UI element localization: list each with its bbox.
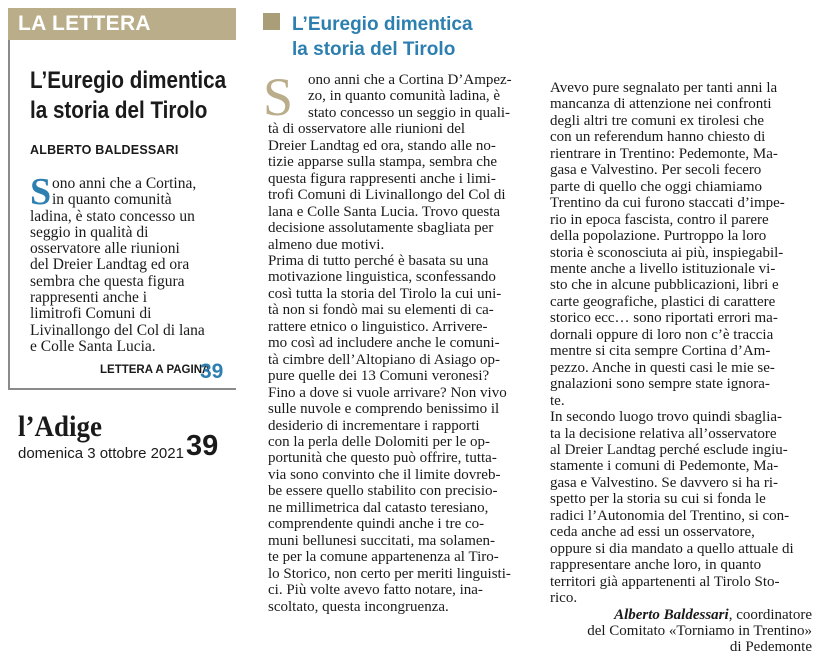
body-line: stato concesso un seggio in quali- [308, 104, 511, 121]
body-line: tà di osservatore alle riunioni del [268, 121, 466, 138]
masthead-date: domenica 3 ottobre 2021 [18, 445, 184, 462]
body-line: al Dreier Landtag perché esclude ingiu- [550, 441, 788, 458]
teaser-line: limitrofi Comuni di [30, 305, 152, 323]
article-drop-cap: S [263, 67, 294, 127]
body-line: carte geografiche, plastici di carattere [550, 293, 776, 310]
teaser-title-line: la storia del Tirolo [30, 97, 208, 124]
body-line: decisione assolutamente sbagliata per [268, 220, 494, 237]
body-line: rattere etnico o linguistico. Arrivere- [268, 318, 488, 335]
teaser-line: in quanto comunità [52, 191, 172, 209]
body-line: lo Storico, non certo per meriti linguisti- [268, 565, 511, 582]
article-title-line: la storia del Tirolo [292, 39, 456, 60]
body-line: con la perla delle Dolomiti per le op- [268, 433, 491, 450]
signature-name: Alberto Baldessari [614, 606, 729, 623]
article-column-1 [268, 72, 538, 615]
body-line: almeno due motivi. [268, 236, 385, 253]
body-line: gasa e Valvestino. Se davvero si ha ri- [550, 474, 778, 491]
square-bullet-icon [263, 13, 280, 30]
article-title [292, 12, 473, 62]
teaser-line: seggio in qualità di [30, 223, 149, 241]
body-line: spetto per la storia su cui si fonda le [550, 491, 766, 508]
page-number: 39 [186, 430, 219, 462]
body-line: pure quelle dei 13 Comuni veronesi? [268, 368, 490, 385]
body-line: mo così ad includere anche le comuni- [268, 335, 500, 352]
body-line: parte di quello che oggi chiamiamo [550, 178, 763, 195]
body-line: trofi Comuni di Livinallongo del Col di [268, 187, 506, 204]
body-line: della popolazione. Purtroppo la loro [550, 228, 767, 245]
body-line: pezzo. Anche in questi casi le mie se- [550, 359, 775, 376]
signature-line [550, 607, 812, 623]
body-line: rio in epoca fascista, contro il parere [550, 211, 769, 228]
teaser-line: sembra che questa figura [30, 272, 185, 290]
body-line: territori già appartenenti al Tirolo Sto- [550, 573, 780, 590]
body-line: storico ecc… sono riportati errori ma- [550, 310, 778, 327]
body-line: te per la comune appartenenza al Tiro- [268, 549, 499, 566]
body-line: dornali oppure di loro non c’è traccia [550, 326, 774, 343]
masthead-logo: l’Adige [18, 410, 102, 443]
body-line: stamente i comuni di Pedemonte, Ma- [550, 458, 779, 475]
body-line: be essere quello stabilito con precisio- [268, 483, 498, 500]
body-line: Prima di tutto perché è basata su una [268, 252, 489, 269]
body-line: sto che in alcune pubblicazioni, libri e [550, 277, 779, 294]
body-line: In secondo luogo trovo quindi sbaglia- [550, 409, 783, 426]
body-line: portunità che questo può offrire, tutta- [268, 450, 497, 467]
body-line: rientrare in Trentino: Pedemonte, Ma- [550, 145, 778, 162]
teaser-line: Livinallongo del Col di lana [30, 321, 205, 339]
teaser-title[interactable] [30, 66, 227, 126]
body-line: desiderio di incrementare i rapporti [268, 417, 480, 434]
body-line: comprendente quindi anche i tre co- [268, 516, 485, 533]
body-line: Trentino da cui furono staccati d’impe- [550, 195, 785, 212]
body-line: degli altri tre comuni ex tirolesi che [550, 112, 765, 129]
signature-role: , coordinatore [728, 606, 812, 623]
body-line: ta la decisione relativa all’osservatore [550, 425, 777, 442]
signature-line: di Pedemonte [729, 639, 812, 656]
body-line: oppure si dia mandato a quello attuale di [550, 540, 794, 557]
body-line: tizie apparse sulla stampa, sembra che [268, 154, 498, 171]
body-line: tà cimbre dell’Altopiano di Asiago op- [268, 351, 501, 368]
article-column-2 [550, 80, 812, 656]
teaser-title-line: L’Euregio dimentica [30, 67, 227, 94]
body-line: tà non si fondò mai su elementi di ca- [268, 302, 494, 319]
teaser-line: rappresenti anche i [30, 289, 148, 307]
body-line: radici l’Autonomia del Trentino, si con- [550, 507, 790, 524]
body-line: ono anni che a Cortina D’Ampez- [308, 72, 512, 88]
body-line: ne millimetrica dal catasto teresiano, [268, 499, 489, 516]
teaser-body [30, 171, 234, 355]
body-line: gnalazioni sono sempre state ignora- [550, 376, 770, 393]
signature-line: del Comitato «Torniamo in Trentino» [587, 622, 812, 639]
teaser-author: ALBERTO BALDESSARI [30, 143, 179, 157]
page-ref-label[interactable]: LETTERA A PAGINA [100, 364, 211, 376]
body-line: ceda anche ad essi un osservatore, [550, 524, 755, 541]
body-line: sulle nuvole e comprendo benissimo il [268, 401, 500, 418]
body-line: Dreier Landtag ed ora, stando alle no- [268, 137, 496, 154]
body-line: con un referendum hanno chiesto di [550, 129, 766, 146]
teaser-line: ladina, è stato concesso un [30, 207, 195, 225]
body-line: rappresentare anche loro, in quanto [550, 557, 762, 574]
body-line: mancanza di attenzione nei confronti [550, 96, 772, 113]
body-line: Fino a dove si vuole arrivare? Non vivo [268, 384, 507, 401]
body-line: muni bellunesi succitati, ma solamen- [268, 532, 496, 549]
body-line: così tutta la storia del Tirolo la cui uni- [268, 285, 502, 302]
body-line: motivazione linguistica, sconfessando [268, 269, 496, 286]
body-line: zo, in quanto comunità ladina, è [308, 88, 501, 105]
body-line: lana e Colle Santa Lucia. Trovo questa [268, 203, 501, 220]
body-line: storia è sconosciuta ai più, inspiegabil- [550, 244, 784, 261]
section-tag: LA LETTERA [8, 8, 236, 40]
body-line: rico. [550, 590, 578, 607]
teaser-drop-cap: S [30, 171, 52, 213]
body-line: Avevo pure segnalato per tanti anni la [550, 80, 778, 96]
body-line: questa figura rappresenti anche i limi- [268, 170, 496, 187]
article-title-line: L’Euregio dimentica [292, 14, 473, 35]
body-line: gasa e Valvestino. Per secoli fecero [550, 162, 762, 179]
body-line: via sono convinto che il limite dovreb- [268, 466, 501, 483]
body-line: scoltato, questa incongruenza. [268, 598, 449, 615]
body-line: te. [550, 392, 565, 409]
teaser-line: osservatore alle riunioni [30, 240, 180, 258]
body-line: mentre si cita sempre Cortina d’Am- [550, 343, 771, 360]
teaser-line: ono anni che a Cortina, [52, 175, 197, 192]
page-ref-number[interactable]: 39 [200, 360, 224, 383]
body-line: ci. Più volte avevo fatto notare, ina- [268, 582, 483, 599]
teaser-line: e Colle Santa Lucia. [30, 337, 156, 355]
body-line: mente anche a livello istituzionale vi- [550, 260, 776, 277]
teaser-line: del Dreier Landtag ed ora [30, 256, 190, 274]
